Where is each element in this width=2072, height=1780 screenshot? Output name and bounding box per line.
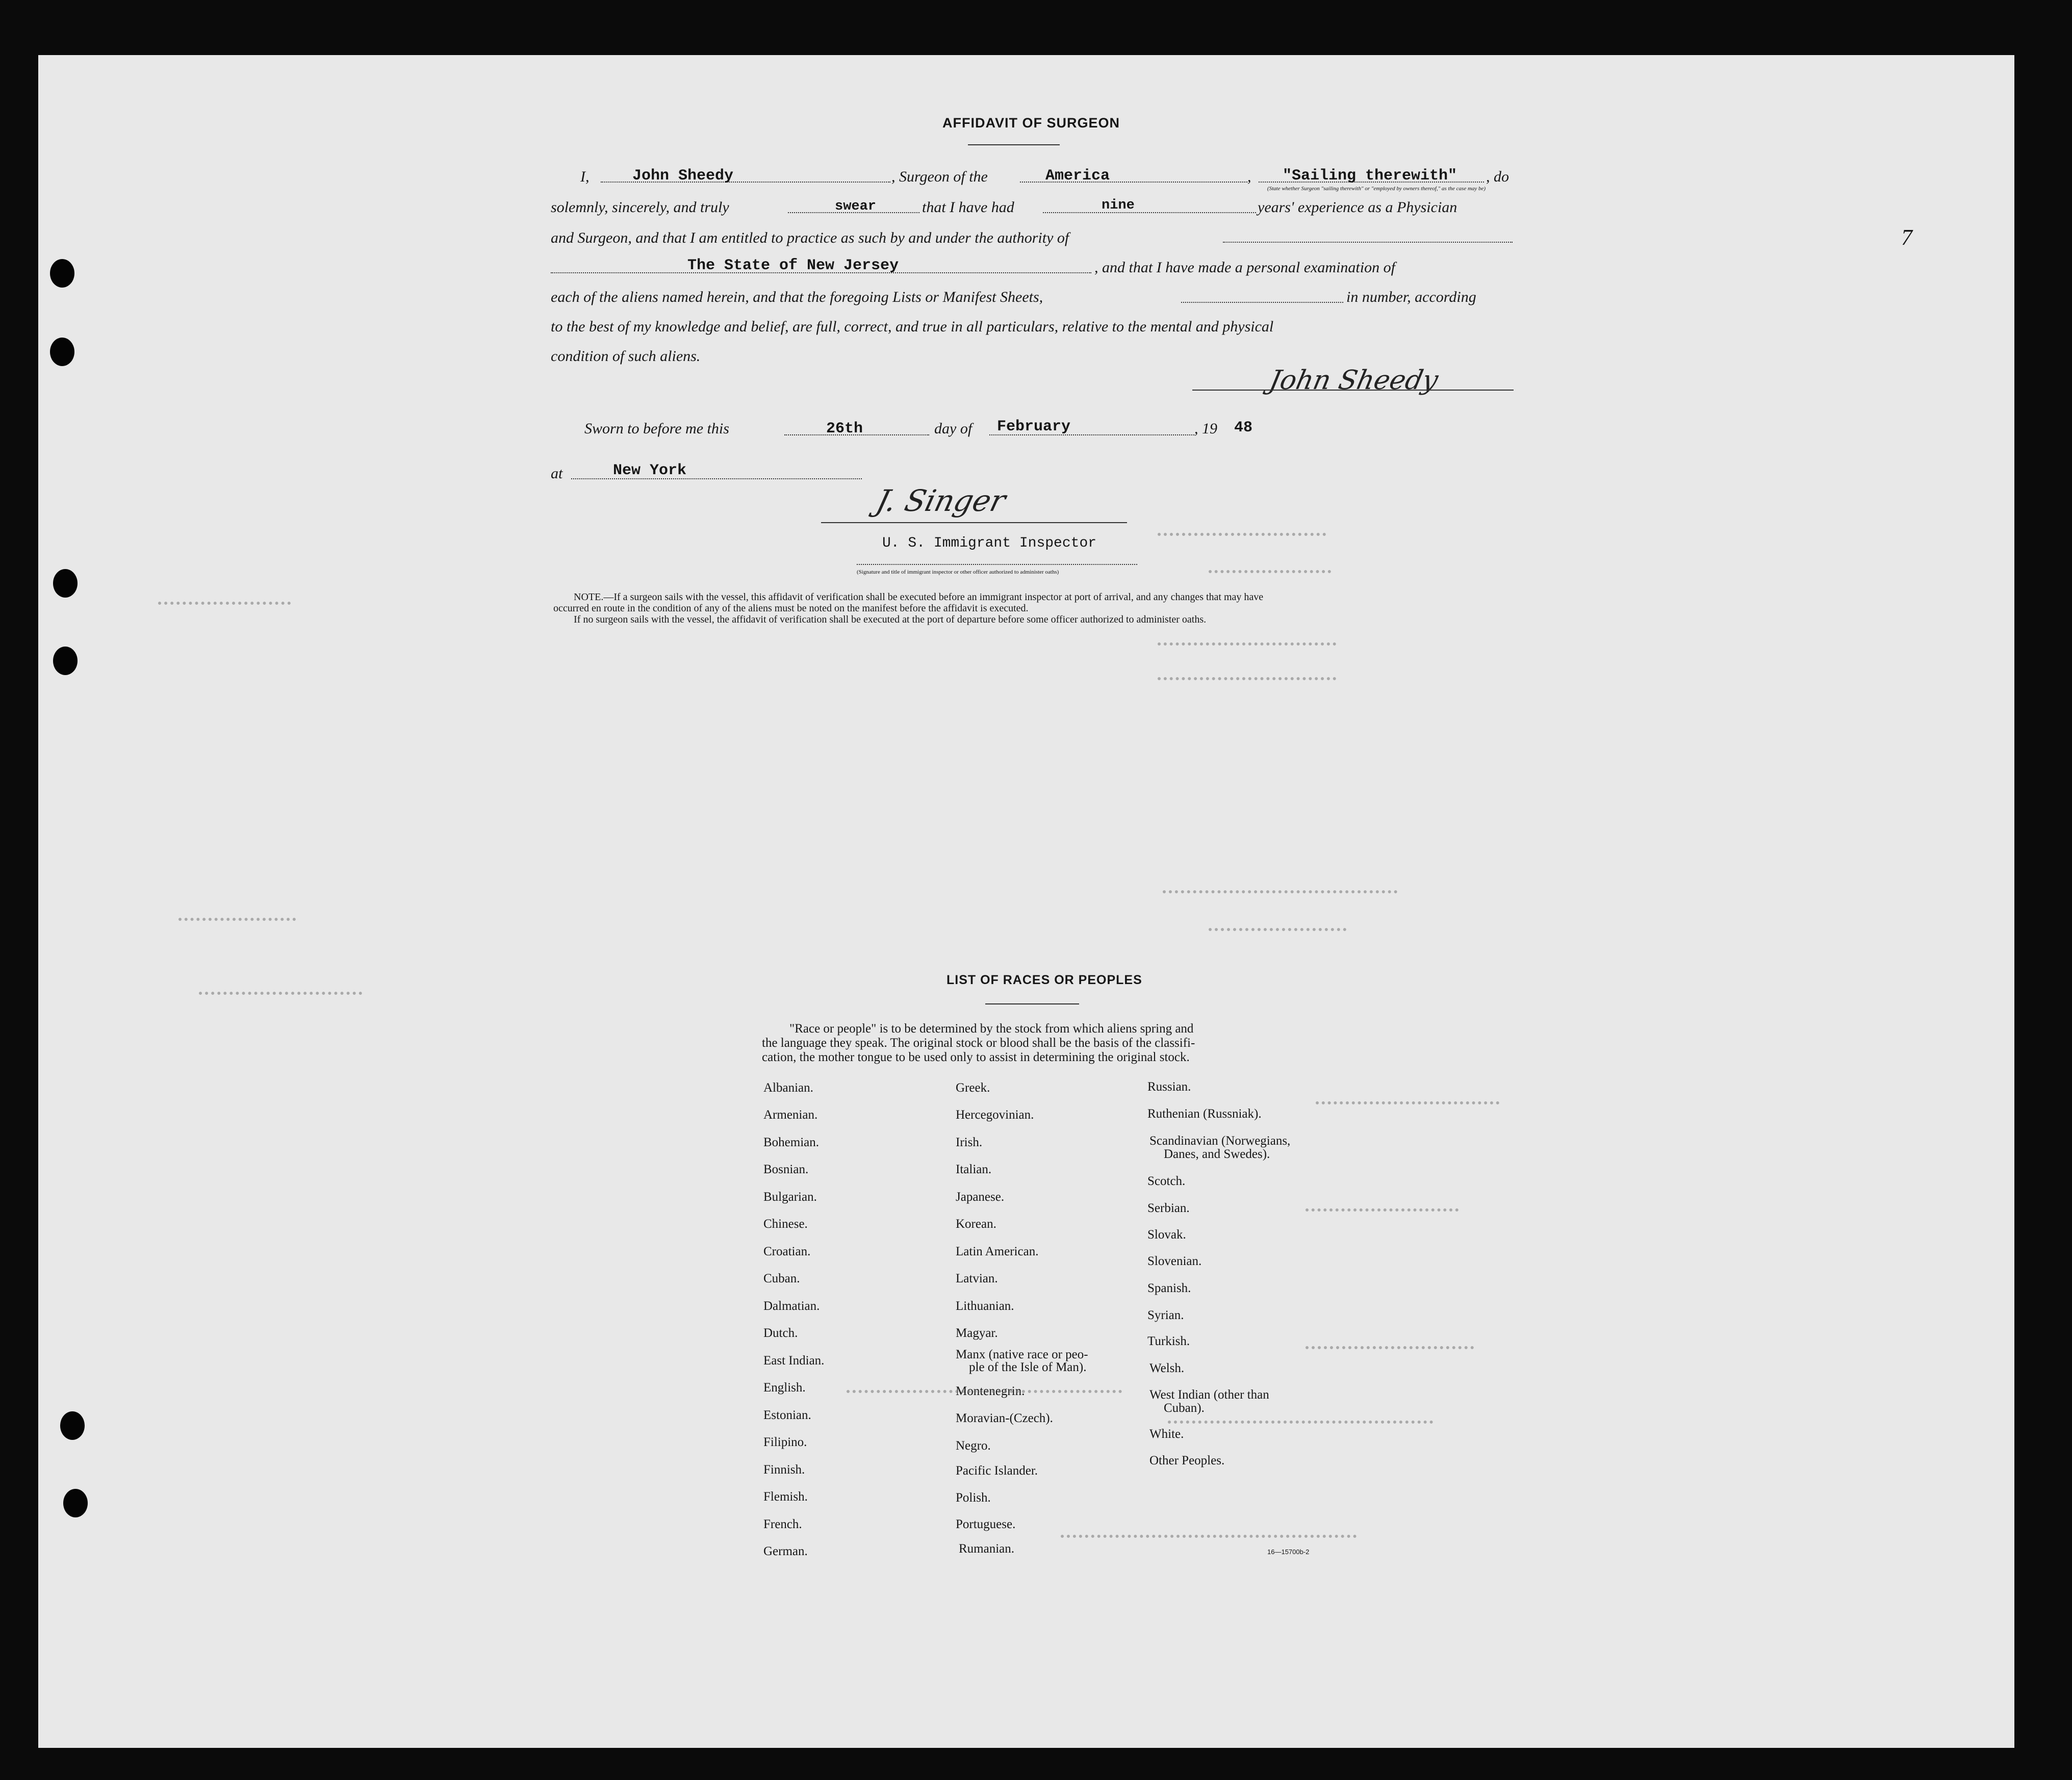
binder-hole <box>50 338 74 366</box>
intro-line-1: "Race or people" is to be determined by the stock from which aliens spring and <box>789 1022 1194 1036</box>
bleed-through-mark <box>1158 672 1336 680</box>
at-label: at <box>551 465 563 482</box>
line1-mid: , Surgeon of the <box>891 168 988 185</box>
line7: condition of such aliens. <box>551 348 701 365</box>
race-item: Latvian. <box>956 1272 998 1285</box>
surgeon-signature: John Sheedy <box>1266 365 1441 396</box>
race-item: Polish. <box>956 1491 991 1505</box>
bleed-through-mark <box>1163 885 1397 893</box>
bleed-through-mark <box>847 1385 1122 1393</box>
race-item: Croatian. <box>763 1245 811 1258</box>
line1-prefix: I, <box>580 168 590 185</box>
race-item: Portuguese. <box>956 1517 1016 1531</box>
bleed-through-mark <box>1168 1415 1433 1424</box>
comma-mark: , <box>1247 168 1251 185</box>
race-item: Negro. <box>956 1439 991 1453</box>
race-item: Italian. <box>956 1163 992 1176</box>
race-item: Scandinavian (Norwegians, <box>1149 1134 1291 1148</box>
race-item: Bulgarian. <box>763 1190 817 1204</box>
sworn-day-value: 26th <box>826 420 863 437</box>
vessel-value: America <box>1045 167 1110 185</box>
race-item: Cuban. <box>763 1272 800 1285</box>
capacity-value: "Sailing therewith" <box>1283 167 1457 185</box>
inspector-title: U. S. Immigrant Inspector <box>882 535 1097 551</box>
races-title: LIST OF RACES OR PEOPLES <box>947 973 1142 987</box>
line3: and Surgeon, and that I am entitled to practice as such by and under the authority of <box>551 229 1069 246</box>
race-item: White. <box>1149 1427 1184 1441</box>
binder-hole <box>53 569 78 598</box>
races-title-underline <box>985 1003 1079 1004</box>
race-item: Danes, and Swedes). <box>1164 1147 1270 1161</box>
bleed-through-mark <box>178 913 296 921</box>
race-item: Russian. <box>1147 1080 1191 1094</box>
race-item: Syrian. <box>1147 1308 1184 1322</box>
at-place-value: New York <box>613 462 687 479</box>
race-item: Flemish. <box>763 1490 808 1504</box>
authority-rule-top <box>1223 242 1513 243</box>
race-item: Cuban). <box>1164 1401 1205 1415</box>
race-item: Estonian. <box>763 1408 811 1422</box>
oath-value: swear <box>835 199 877 214</box>
bleed-through-mark <box>1209 565 1331 573</box>
race-item: Turkish. <box>1147 1334 1190 1348</box>
binder-hole <box>50 259 74 288</box>
sworn-day-label: day of <box>934 420 973 437</box>
binder-hole <box>63 1489 88 1517</box>
sworn-prefix: Sworn to before me this <box>584 420 729 437</box>
inspector-signature: J. Singer <box>873 483 1009 518</box>
race-item: Hercegovinian. <box>956 1108 1034 1122</box>
sworn-year-prefix: , 19 <box>1194 420 1217 437</box>
bleed-through-mark <box>199 987 362 995</box>
race-item: West Indian (other than <box>1149 1388 1269 1402</box>
title-underline <box>968 144 1060 145</box>
line2-end: years' experience as a Physician <box>1258 199 1457 216</box>
binder-hole <box>53 647 78 675</box>
race-item: ple of the Isle of Man). <box>969 1360 1087 1374</box>
sworn-year-value: 48 <box>1234 419 1253 436</box>
race-item: Dutch. <box>763 1326 798 1340</box>
intro-line-3: cation, the mother tongue to be used only to assist in determining the original stock. <box>762 1050 1190 1064</box>
page-number-mark: 7 <box>1901 225 1912 250</box>
race-item: Albanian. <box>763 1081 813 1095</box>
form-number: 16—15700b-2 <box>1267 1548 1310 1556</box>
sheets-count-rule <box>1181 302 1343 303</box>
bleed-through-mark <box>1158 528 1326 536</box>
race-item: Ruthenian (Russniak). <box>1147 1107 1262 1121</box>
line5-a: each of the aliens named herein, and that the foregoing Lists or Manifest Sheets, <box>551 289 1043 305</box>
bleed-through-mark <box>1306 1203 1459 1211</box>
race-item: English. <box>763 1381 806 1395</box>
binder-hole <box>60 1411 85 1440</box>
race-item: Magyar. <box>956 1326 998 1340</box>
race-item: Montenegrin. <box>956 1384 1025 1398</box>
manifest-sheet <box>38 55 2014 1748</box>
race-item: Bosnian. <box>763 1163 809 1176</box>
inspector-signature-line <box>821 522 1127 523</box>
race-item: Chinese. <box>763 1217 808 1231</box>
note-line-1: NOTE.—If a surgeon sails with the vessel, this affidavit of verification shall be executed before an immigrant inspector at port of arrival, and any changes that may have <box>574 591 1264 603</box>
sworn-month-value: February <box>997 418 1071 435</box>
race-item: Welsh. <box>1149 1361 1185 1375</box>
race-item: Slovak. <box>1147 1228 1186 1242</box>
race-item: Latin American. <box>956 1245 1039 1258</box>
race-item: East Indian. <box>763 1354 825 1368</box>
surgeon-name-value: John Sheedy <box>632 167 734 185</box>
race-item: Korean. <box>956 1217 996 1231</box>
race-item: Scotch. <box>1147 1174 1186 1188</box>
affidavit-title: AFFIDAVIT OF SURGEON <box>942 115 1120 131</box>
race-item: Bohemian. <box>763 1136 820 1149</box>
race-item: Irish. <box>956 1136 983 1149</box>
years-value: nine <box>1102 198 1135 213</box>
race-item: Finnish. <box>763 1463 805 1477</box>
line4-end: , and that I have made a personal examination of <box>1094 259 1395 276</box>
race-item: Manx (native race or peo- <box>956 1348 1088 1361</box>
bleed-through-mark <box>1316 1096 1499 1104</box>
race-item: Armenian. <box>763 1108 818 1122</box>
race-item: Moravian-(Czech). <box>956 1411 1053 1425</box>
note-line-3: If no surgeon sails with the vessel, the affidavit of verification shall be executed at the port of departure before some officer authorized to administer oaths. <box>574 614 1207 625</box>
race-item: French. <box>763 1517 802 1531</box>
line1-end: , do <box>1486 168 1509 185</box>
line6: to the best of my knowledge and belief, are full, correct, and true in all particulars, relative to the mental and physical <box>551 318 1274 335</box>
line2-prefix: solemnly, sincerely, and truly <box>551 199 729 216</box>
bleed-through-mark <box>158 597 291 605</box>
race-item: Greek. <box>956 1081 990 1095</box>
line2-mid: that I have had <box>922 199 1014 216</box>
race-item: Spanish. <box>1147 1281 1191 1295</box>
race-item: Dalmatian. <box>763 1299 820 1313</box>
years-rule <box>1043 212 1256 213</box>
bleed-through-mark <box>1158 637 1336 646</box>
line5-b: in number, according <box>1346 289 1476 305</box>
race-item: Rumanian. <box>959 1542 1015 1556</box>
inspector-caption: (Signature and title of immigrant inspector or other officer authorized to administer oaths) <box>857 569 1059 575</box>
race-item: Pacific Islander. <box>956 1464 1038 1478</box>
race-item: Serbian. <box>1147 1201 1190 1215</box>
intro-line-2: the language they speak. The original stock or blood shall be the basis of the classifi- <box>762 1036 1195 1050</box>
race-item: Other Peoples. <box>1149 1454 1225 1467</box>
race-item: Lithuanian. <box>956 1299 1014 1313</box>
signature-line <box>1192 390 1514 391</box>
capacity-note: (State whether Surgeon "sailing therewith" or "employed by owners thereof," as the case may be) <box>1267 186 1486 192</box>
race-item: Filipino. <box>763 1435 807 1449</box>
race-item: Japanese. <box>956 1190 1005 1204</box>
note-line-2: occurred en route in the condition of any of the aliens must be noted on the manifest before the affidavit is executed. <box>553 603 1029 614</box>
bleed-through-mark <box>1306 1341 1474 1349</box>
bleed-through-mark <box>1209 923 1346 931</box>
bleed-through-mark <box>1061 1530 1357 1538</box>
authority-value: The State of New Jersey <box>687 257 899 274</box>
race-item: Slovenian. <box>1147 1254 1202 1268</box>
race-item: German. <box>763 1544 808 1558</box>
inspector-caption-line <box>857 564 1137 565</box>
